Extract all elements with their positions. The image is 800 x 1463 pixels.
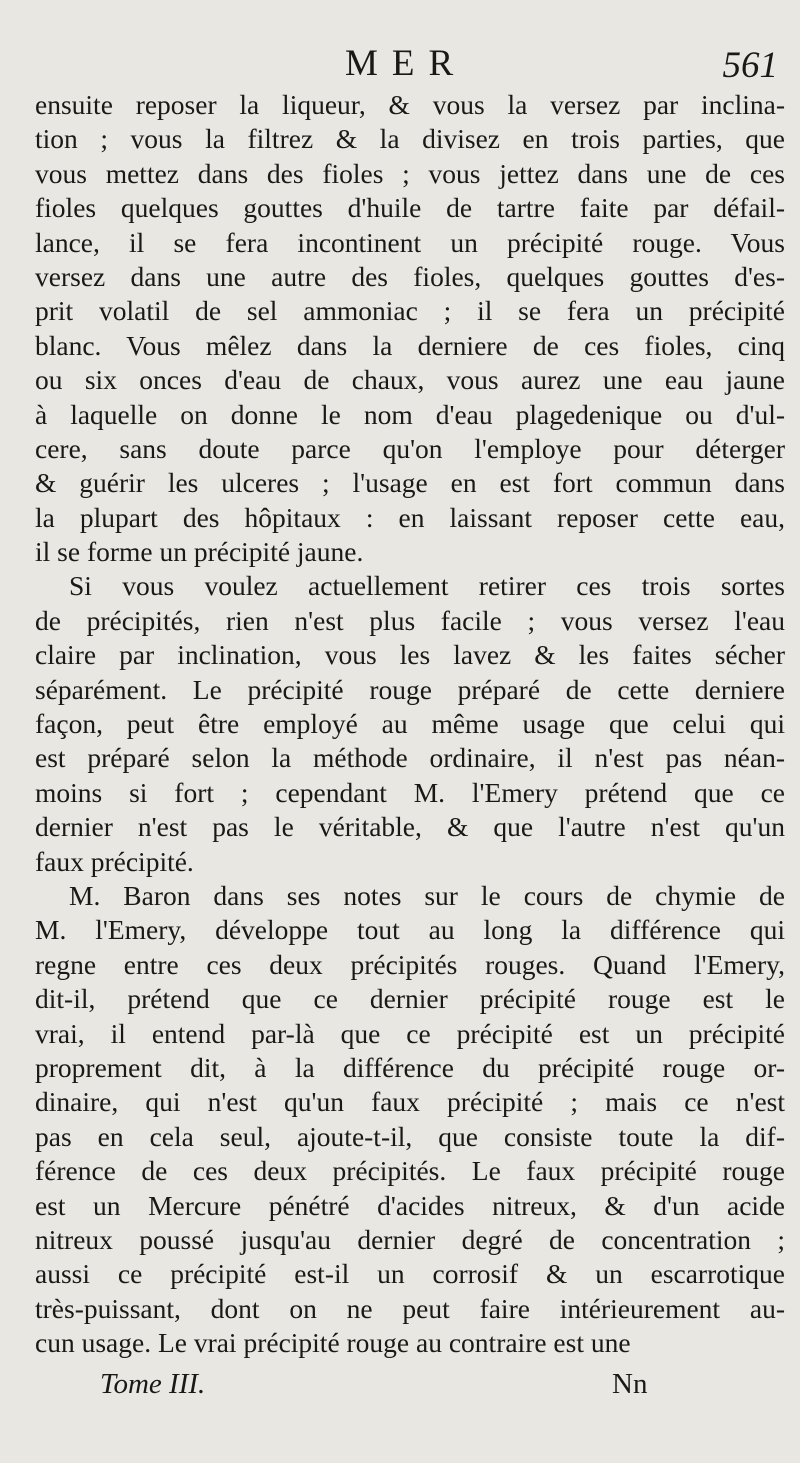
text-line: vous mettez dans des fioles ; vous jettez dans une de ces — [35, 157, 785, 189]
text-line: de précipités, rien n'est plus facile ; vous versez l'eau — [35, 604, 785, 636]
text-line: séparément. Le précipité rouge préparé de cette derniere — [35, 673, 785, 705]
volume-signature: Tome III. — [100, 1368, 206, 1400]
text-line: est préparé selon la méthode ordinaire, il n'est pas néan- — [35, 742, 785, 774]
text-line: Si vous voulez actuellement retirer ces trois sortes — [69, 570, 785, 602]
text-line: regne entre ces deux précipités rouges. Quand l'Emery, — [35, 948, 785, 980]
text-line: M. l'Emery, développe tout au long la différence qui — [35, 914, 785, 946]
text-line: pas en cela seul, ajoute-t-il, que consiste toute la dif- — [35, 1120, 785, 1152]
text-line: lance, il se fera incontinent un précipité rouge. Vous — [35, 226, 785, 258]
page-header — [0, 42, 800, 92]
text-line: nitreux poussé jusqu'au dernier degré de concentration ; — [35, 1223, 785, 1255]
text-line: M. Baron dans ses notes sur le cours de chymie de — [69, 879, 785, 911]
text-line: proprement dit, à la différence du précipité rouge or- — [35, 1051, 785, 1083]
text-line: façon, peut être employé au même usage que celui qui — [35, 708, 785, 740]
text-line: cun usage. Le vrai précipité rouge au contraire est une — [35, 1327, 631, 1359]
text-line: moins si fort ; cependant M. l'Emery prétend que ce — [35, 776, 785, 808]
page-footer — [0, 1366, 800, 1406]
text-line: & guérir les ulceres ; l'usage en est fort commun dans — [35, 467, 785, 499]
paragraph — [35, 569, 785, 879]
text-line: versez dans une autre des fioles, quelques gouttes d'es- — [35, 260, 785, 292]
paragraph — [35, 88, 785, 569]
text-line: ou six onces d'eau de chaux, vous aurez une eau jaune — [35, 364, 785, 396]
sheet-mark: Nn — [612, 1368, 648, 1400]
text-line: est un Mercure pénétré d'acides nitreux, & d'un acide — [35, 1189, 785, 1221]
text-line: tion ; vous la filtrez & la divisez en trois parties, que — [35, 123, 785, 155]
text-line: cere, sans doute parce qu'on l'employe pour déterger — [35, 432, 785, 464]
text-line: dinaire, qui n'est qu'un faux précipité ; mais ce n'est — [35, 1086, 785, 1118]
text-line: vrai, il entend par-là que ce précipité est un précipité — [35, 1017, 785, 1049]
text-line: il se forme un précipité jaune. — [35, 536, 364, 568]
text-line: à laquelle on donne le nom d'eau plagedenique ou d'ul- — [35, 398, 785, 430]
text-line: prit volatil de sel ammoniac ; il se fera un précipité — [35, 295, 785, 327]
text-line: claire par inclination, vous les lavez & les faites sécher — [35, 639, 785, 671]
page-number: 561 — [722, 45, 778, 86]
text-line: très-puissant, dont on ne peut faire intérieurement au- — [35, 1292, 785, 1324]
text-line: la plupart des hôpitaux : en laissant reposer cette eau, — [35, 501, 785, 533]
text-line: dit-il, prétend que ce dernier précipité rouge est le — [35, 983, 785, 1015]
text-line: blanc. Vous mêlez dans la derniere de ces fioles, cinq — [35, 329, 785, 361]
text-line: faux précipité. — [35, 845, 194, 877]
text-line: férence de ces deux précipités. Le faux précipité rouge — [35, 1155, 785, 1187]
page-body — [35, 88, 785, 1360]
text-line: fioles quelques gouttes d'huile de tartre faite par défail- — [35, 192, 785, 224]
text-line: dernier n'est pas le véritable, & que l'autre n'est qu'un — [35, 811, 785, 843]
running-head: MER — [345, 43, 468, 84]
text-line: ensuite reposer la liqueur, & vous la versez par inclina- — [35, 89, 785, 120]
text-line: aussi ce précipité est-il un corrosif & un escarrotique — [35, 1258, 785, 1290]
paragraph — [35, 879, 785, 1360]
